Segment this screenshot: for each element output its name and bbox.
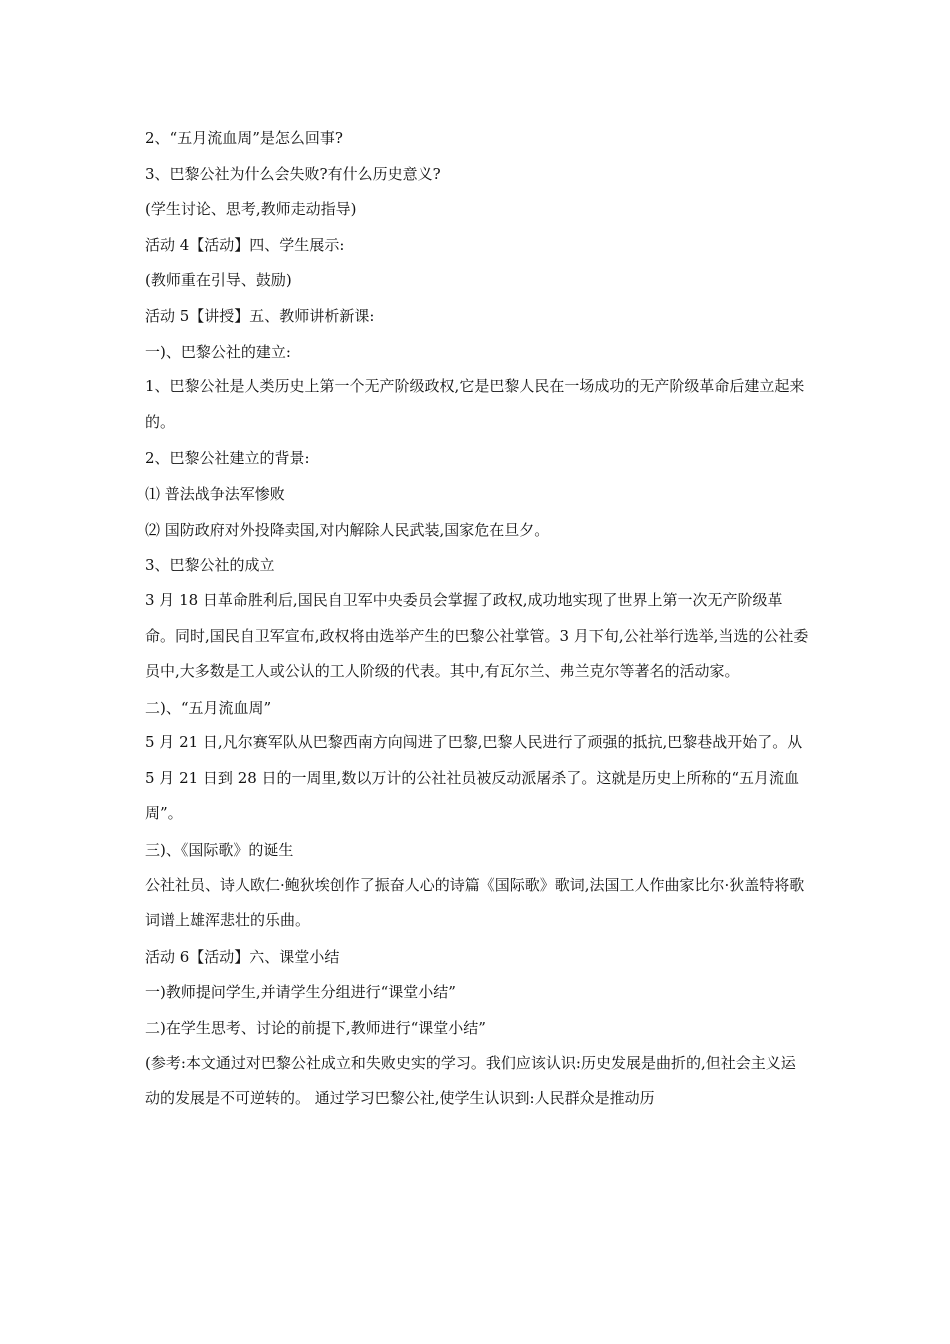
document-line: 3、巴黎公社为什么会失败?有什么历史意义?: [145, 164, 441, 183]
document-line: 2、“五月流血周”是怎么回事?: [145, 129, 343, 147]
document-line: 二)在学生思考、讨论的前提下,教师进行“课堂小结”: [145, 1018, 486, 1037]
document-paragraph: (参考:本文通过对巴黎公社成立和失败史实的学习。我们应该认识:历史发展是曲折的,但社会主义运动的发展是不可逆转的。 通过学习巴黎公社,使学生认识到:人民群众是推动历: [145, 1053, 796, 1108]
document-line: (学生讨论、思考,教师走动指导): [145, 200, 357, 219]
document-line: 三)、《国际歌》的诞生: [145, 840, 294, 859]
document-line: 活动 6【活动】六、课堂小结: [145, 947, 340, 966]
document-body: [145, 128, 810, 1125]
document-line: 二)、“五月流血周”: [145, 698, 272, 717]
document-paragraph: 1、巴黎公社是人类历史上第一个无产阶级政权,它是巴黎人民在一场成功的无产阶级革命后建立起来的。: [145, 377, 805, 431]
document-line: 活动 5【讲授】五、教师讲析新课:: [145, 306, 375, 325]
document-paragraph: 5 月 21 日,凡尔赛军队从巴黎西南方向闯进了巴黎,巴黎人民进行了顽强的抵抗,巴黎巷战开始了。从 5 月 21 日到 28 日的一周里,数以万计的公社社员被反动派屠杀了。这就是历史上所称的“五月流血周”。: [145, 733, 803, 823]
document-line: 活动 4【活动】四、学生展示:: [145, 235, 345, 254]
document-line: ⑴ 普法战争法军惨败: [145, 484, 285, 503]
document-line: (教师重在引导、鼓励): [145, 271, 292, 290]
document-paragraph: 公社社员、诗人欧仁·鲍狄埃创作了振奋人心的诗篇《国际歌》歌词,法国工人作曲家比尔·狄盖特将歌词谱上雄浑悲壮的乐曲。: [145, 875, 805, 930]
document-line: 3、巴黎公社的成立: [145, 556, 275, 575]
document-paragraph: 3 月 18 日革命胜利后,国民自卫军中央委员会掌握了政权,成功地实现了世界上第一次无产阶级革命。同时,国民自卫军宣布,政权将由选举产生的巴黎公社掌管。3 月下旬,公社举行选举,当选的公社委员中,大多数是工人或公认的工人阶级的代表。其中,有瓦尔兰、弗兰克尔等著名的活动家。: [145, 590, 809, 681]
document-line: 一)教师提问学生,并请学生分组进行“课堂小结”: [145, 983, 456, 1002]
document-line: ⑵ 国防政府对外投降卖国,对内解除人民武装,国家危在旦夕。: [145, 520, 550, 539]
document-line: 2、巴黎公社建立的背景:: [145, 449, 310, 468]
document-line: 一)、巴黎公社的建立:: [145, 342, 291, 361]
